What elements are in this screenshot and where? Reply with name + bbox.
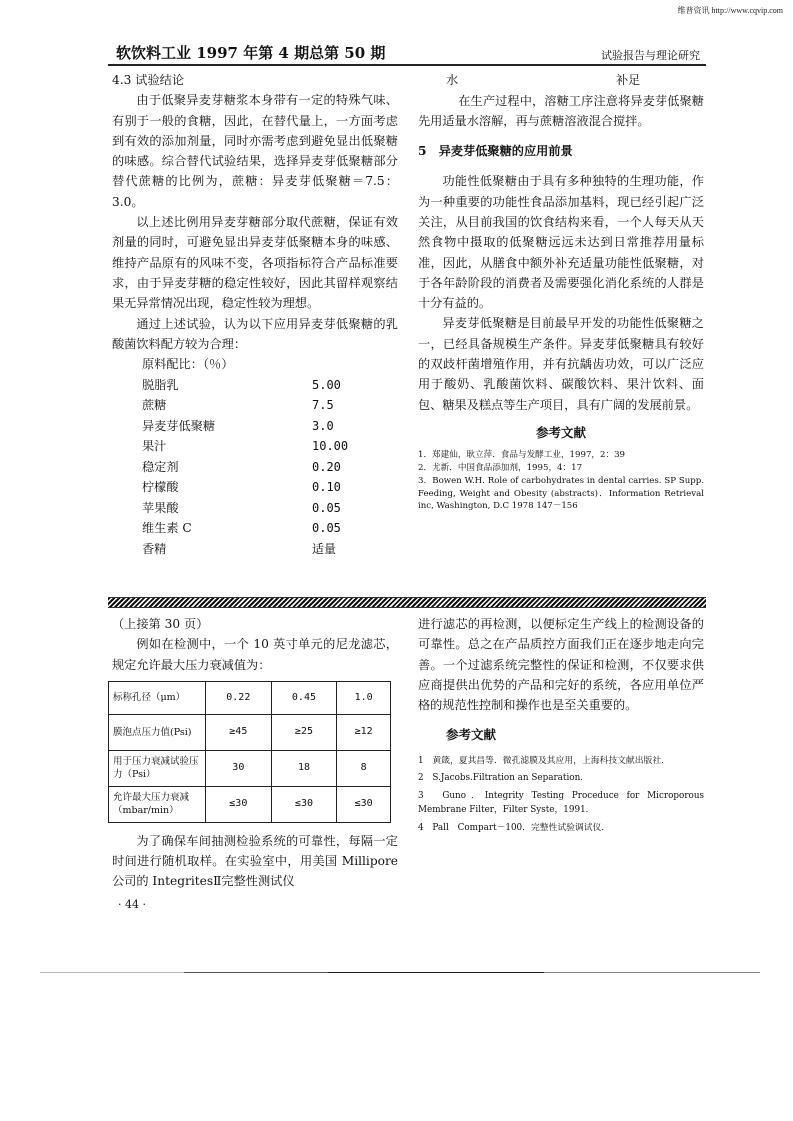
table-cell: 0.22 [206, 681, 272, 714]
table-cell: ≤30 [271, 786, 337, 822]
section-heading-4-3: 4.3 试验结论 [112, 73, 185, 87]
watermark: 维普资讯 http://www.cqvip.com [677, 6, 783, 15]
recipe-row: 果汁 10.00 [142, 439, 349, 454]
paragraph: 以上述比例用异麦芽糖部分取代蔗糖，保证有效剂量的同时，可避免显出异麦芽低聚糖本身的味感、维持产品原有的风味不变，各项指标符合产品标准要求，由于异麦芽糖的稳定性较好，因此其留样观察结果无异常情况出现，稳定性较为理想。 [112, 215, 398, 311]
page-number: · 44 · [118, 898, 146, 911]
paragraph: 进行滤芯的再检测，以便标定生产线上的检测设备的可靠性。总之在产品质控方面我们正在逐步地走向完善。一个过滤系统完整性的保证和检测，不仅要求供应商提供出优势的产品和完好的系统，各应用单位严格的规范性控制和操作也是至关重要的。 [418, 617, 704, 713]
continued-note: （上接第 30 页） [112, 617, 209, 631]
section-title: 试验报告与理论研究 [601, 49, 700, 62]
table-cell-label: 允许最大压力衰减（mbar/min） [109, 786, 206, 822]
paragraph: 为了确保车间抽测检验系统的可靠性，每隔一定时间进行随机取样。在实验室中，用美国 Millipore 公司的 IntegritesⅡ完整性测试仪 [112, 833, 398, 889]
reference-item: 3 Guno．Integrity Testing Proceduce for Microporous Membrane Filter，Filter Syste，1991． [418, 790, 704, 816]
table-cell: ≥12 [337, 714, 391, 750]
table-row [109, 750, 391, 786]
reference-item: 2．尤新．中国食品添加剂，1995，4：17 [418, 463, 583, 474]
reference-item: 1．郑建仙，耿立萍．食品与发酵工业，1997，2：39 [418, 450, 626, 461]
paragraph: 异麦芽低聚糖是目前最早开发的功能性低聚糖之一，已经具备规模生产条件。异麦芽低聚糖具有较好的双歧杆菌增殖作用，并有抗龋齿功效，可以广泛应用于酸奶、乳酸菌饮料、碳酸饮料、果汁饮料、面包、糖果及糕点等生产项目，具有广阔的发展前景。 [418, 316, 704, 412]
table-cell: ≤30 [206, 786, 272, 822]
recipe-row: 脱脂乳 5.00 [142, 377, 341, 392]
paragraph: 功能性低聚糖由于具有多种独特的生理功能，作为一种重要的功能性食品添加基料，现已经引起广泛关注，从目前我国的饮食结构来看，一个人每天从天然食物中摄取的低聚糖远远未达到日常推荐用量标准，因此，从膳食中额外补充适量功能性低聚糖，对于各年龄阶段的消费者及需要强化消化系统的人群是十分有益的。 [418, 174, 704, 311]
table-cell-label: 膜泡点压力值(Psi) [109, 714, 206, 750]
table-cell-label: 标称孔径（μm） [109, 681, 206, 714]
recipe-row-water: 水 补足 [446, 73, 641, 87]
recipe-row: 维生素 C 0.05 [142, 521, 341, 536]
left-column-bottom [112, 614, 398, 892]
table-cell-label: 用于压力衰减试验压力（Psi） [109, 750, 206, 786]
table-cell: ≥25 [271, 714, 337, 750]
references-heading: 参考文献 [535, 424, 586, 440]
table-cell: 18 [271, 750, 337, 786]
footer-rule [40, 972, 760, 973]
reference-item: 4 Pall Compart－100．完整性试验调试仪． [418, 822, 611, 833]
spec-table [108, 681, 391, 823]
table-cell: ≥45 [206, 714, 272, 750]
recipe-title: 原料配比：（％） [142, 357, 234, 372]
table-row [109, 681, 391, 714]
references-list [418, 449, 704, 513]
table-row [109, 786, 391, 822]
paragraph: 通过上述试验，认为以下应用异麦芽低聚糖的乳酸菌饮料配方较为合理： [112, 316, 398, 351]
section-divider [108, 597, 706, 608]
recipe-row: 稳定剂 0.20 [142, 459, 341, 474]
right-column-top [418, 70, 704, 513]
paragraph: 由于低聚异麦芽糖浆本身带有一定的特殊气味、有别于一般的食糖，因此，在替代量上，一方面考虑到有效的添加剂量，同时亦需考虑到避免显出低聚糖的味感。综合替代试验结果，选择异麦芽低聚糖部分替代蔗糖的比例为，蔗糖：异麦芽低聚糖＝7.5：3.0。 [112, 93, 398, 209]
reference-item: 1 黄箴，夏其昌等．微孔滤膜及其应用，上海科技文献出版社． [418, 755, 670, 766]
recipe-row: 异麦芽低聚糖 3.0 [142, 418, 334, 433]
recipe-row: 蔗糖 7.5 [142, 398, 334, 413]
reference-item: 2 S.Jacobs.Filtration an Separation． [418, 773, 590, 784]
recipe-row: 苹果酸 0.05 [142, 500, 341, 515]
table-cell: 1.0 [337, 681, 391, 714]
table-cell: 30 [206, 750, 272, 786]
paragraph: 在生产过程中，溶糖工序注意将异麦芽低聚糖先用适量水溶解，再与蔗糖溶液混合搅拌。 [418, 93, 704, 128]
recipe-list [112, 354, 398, 559]
table-row [109, 714, 391, 750]
left-column-top [112, 70, 398, 559]
references-heading: 参考文献 [446, 727, 497, 743]
table-cell: ≤30 [337, 786, 391, 822]
page-header [108, 40, 706, 66]
journal-title: 软饮料工业 1997 年第 4 期总第 50 期 [116, 44, 386, 62]
recipe-row: 柠檬酸 0.10 [142, 480, 341, 495]
references-list [418, 754, 704, 836]
right-column-bottom [418, 614, 704, 835]
paragraph: 例如在检测中，一个 10 英寸单元的尼龙滤芯，规定允许最大压力衰减值为： [112, 637, 398, 672]
recipe-row: 香精 适量 [142, 541, 337, 556]
reference-item: 3．Bowen W.H. Role of carbohydrates in dental carries. SP Supp. Feeding, Weight and Obesity (abstracts)．Information Retrieval inc, Washington, D.C 1978 147－156 [418, 475, 704, 512]
table-cell: 0.45 [271, 681, 337, 714]
section-heading-5: 5 异麦芽低聚糖的应用前景 [418, 144, 573, 159]
table-cell: 8 [337, 750, 391, 786]
